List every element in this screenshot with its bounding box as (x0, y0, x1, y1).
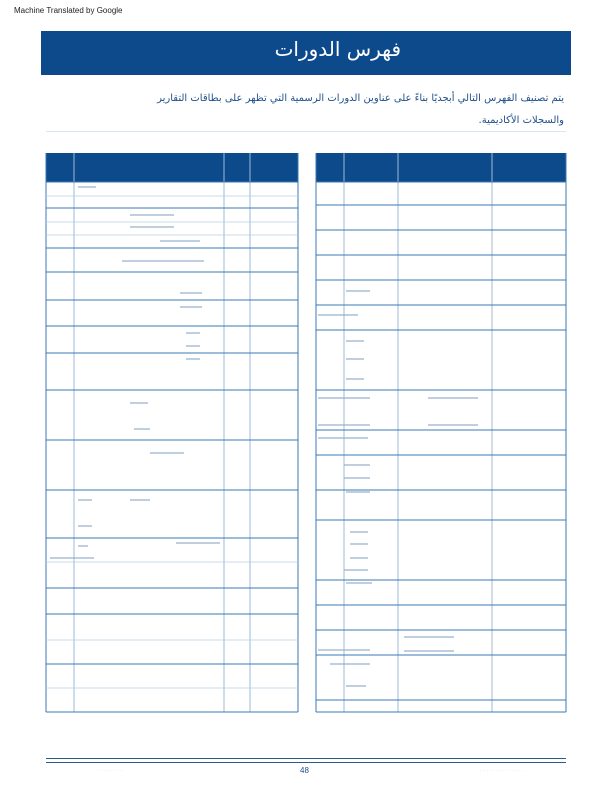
right-illegible-text (350, 543, 368, 545)
right-illegible-text (318, 437, 368, 439)
right-illegible-text (346, 491, 370, 493)
right-illegible-text (344, 464, 370, 466)
footer-right-text: · · · · · · · · · · · · · · (480, 768, 523, 774)
footer-rule-bottom (46, 762, 566, 763)
left-illegible-text (186, 332, 200, 334)
right-illegible-text (318, 397, 370, 399)
right-illegible-text (404, 636, 454, 638)
left-course-table (46, 153, 298, 712)
left-illegible-text (186, 358, 200, 360)
right-illegible-text (330, 663, 370, 665)
left-illegible-text (130, 499, 150, 501)
right-illegible-text (428, 397, 478, 399)
left-illegible-text (130, 214, 174, 216)
right-course-table (316, 153, 566, 712)
left-illegible-text (130, 226, 174, 228)
right-illegible-text (318, 314, 358, 316)
right-illegible-text (346, 582, 372, 584)
left-illegible-text (176, 542, 220, 544)
left-illegible-text (78, 525, 92, 527)
left-illegible-text (180, 306, 202, 308)
right-illegible-text (346, 685, 366, 687)
left-illegible-text (150, 452, 184, 454)
intro-line-2: والسجلات الأكاديمية. (478, 115, 564, 126)
page-title: فهرس الدورات (274, 37, 401, 61)
left-illegible-text (78, 499, 92, 501)
left-illegible-text (122, 260, 204, 262)
left-table-header (46, 153, 298, 182)
right-illegible-text (350, 557, 368, 559)
right-illegible-text (346, 378, 364, 380)
left-illegible-text (50, 557, 94, 559)
right-illegible-text (346, 358, 364, 360)
right-illegible-text (404, 650, 454, 652)
right-illegible-text (346, 290, 370, 292)
left-illegible-text (186, 345, 200, 347)
left-illegible-text (78, 545, 88, 547)
left-illegible-text (78, 186, 96, 188)
right-illegible-text (346, 340, 364, 342)
right-illegible-text (318, 649, 370, 651)
intro-line-1: يتم تصنيف الفهرس التالي أبجديًا بناءً على عناوين الدورات الرسمية التي تظهر على بطاقات التقارير (157, 93, 564, 104)
footer-rule-top (46, 758, 566, 759)
right-illegible-text (318, 424, 370, 426)
left-illegible-text (130, 402, 148, 404)
left-illegible-text (160, 240, 200, 242)
right-table-header (316, 153, 566, 182)
right-illegible-text (344, 569, 368, 571)
right-illegible-text (350, 531, 368, 533)
machine-translated-label: Machine Translated by Google (14, 6, 123, 15)
footer-left-text: · · · · · · · · (98, 768, 122, 774)
page-number: 48 (300, 766, 309, 775)
right-illegible-text (344, 477, 370, 479)
left-illegible-text (134, 428, 150, 430)
left-illegible-text (180, 292, 202, 294)
right-illegible-text (428, 424, 478, 426)
